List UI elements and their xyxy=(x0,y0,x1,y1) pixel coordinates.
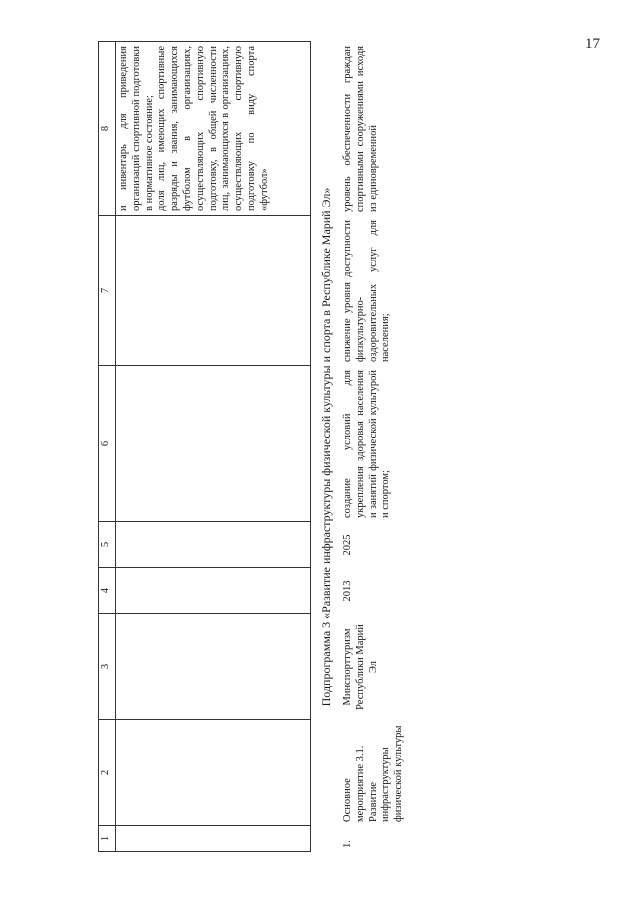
col-number-5: 5 xyxy=(99,522,116,568)
row-end-year: 2025 xyxy=(342,534,353,556)
continuation-indicators xyxy=(116,42,311,216)
row-start-year: 2013 xyxy=(342,580,353,602)
row-executor: Минспорттуризм Республики Марий Эл xyxy=(342,624,379,710)
col-number-2: 2 xyxy=(99,720,116,826)
table-row xyxy=(340,42,408,852)
continuation-row xyxy=(116,42,311,852)
row-indicators: уровень обеспеченности граждан спортивными сооружениями исходя из единовременной xyxy=(342,46,379,212)
row-consequences: снижение уровня доступности физкультурно-оздоровительных услуг для населения; xyxy=(342,220,392,362)
col-number-4: 4 xyxy=(99,568,116,614)
row-number: 1. xyxy=(342,840,353,848)
indicator-text: и инвентарь для приведения организаций спортивной подготовки в нормативное состояние; xyxy=(118,46,155,211)
subprogram-title: Подпрограмма 3 «Развитие инфраструктуры физической культуры и спорта в Республике Марий Эл» xyxy=(319,187,333,707)
subprogram-table xyxy=(340,42,408,852)
continuation-table xyxy=(98,41,311,852)
row-result: создание условий для укрепления здоровья населения и занятий физической культурой и спортом; xyxy=(342,370,392,518)
col-number-8: 8 xyxy=(99,42,116,216)
column-number-row xyxy=(99,42,116,852)
rotated-table-region xyxy=(98,42,638,852)
col-number-3: 3 xyxy=(99,614,116,720)
row-event: Основное мероприятие 3.1. Развитие инфраструктуры физической культуры xyxy=(342,725,405,822)
indicator-text: доля лиц, имеющих спортивные разряды и звания, занимающихся футболом в организациях, осуществляющих спортивную подготовку, в общей численности лиц, занимающихся в организациях, осуществляющих спортивную подготовку по виду спорта «футбол» xyxy=(156,46,270,211)
col-number-7: 7 xyxy=(99,216,116,366)
col-number-6: 6 xyxy=(99,366,116,522)
page-number: 17 xyxy=(585,36,600,52)
col-number-1: 1 xyxy=(99,826,116,852)
